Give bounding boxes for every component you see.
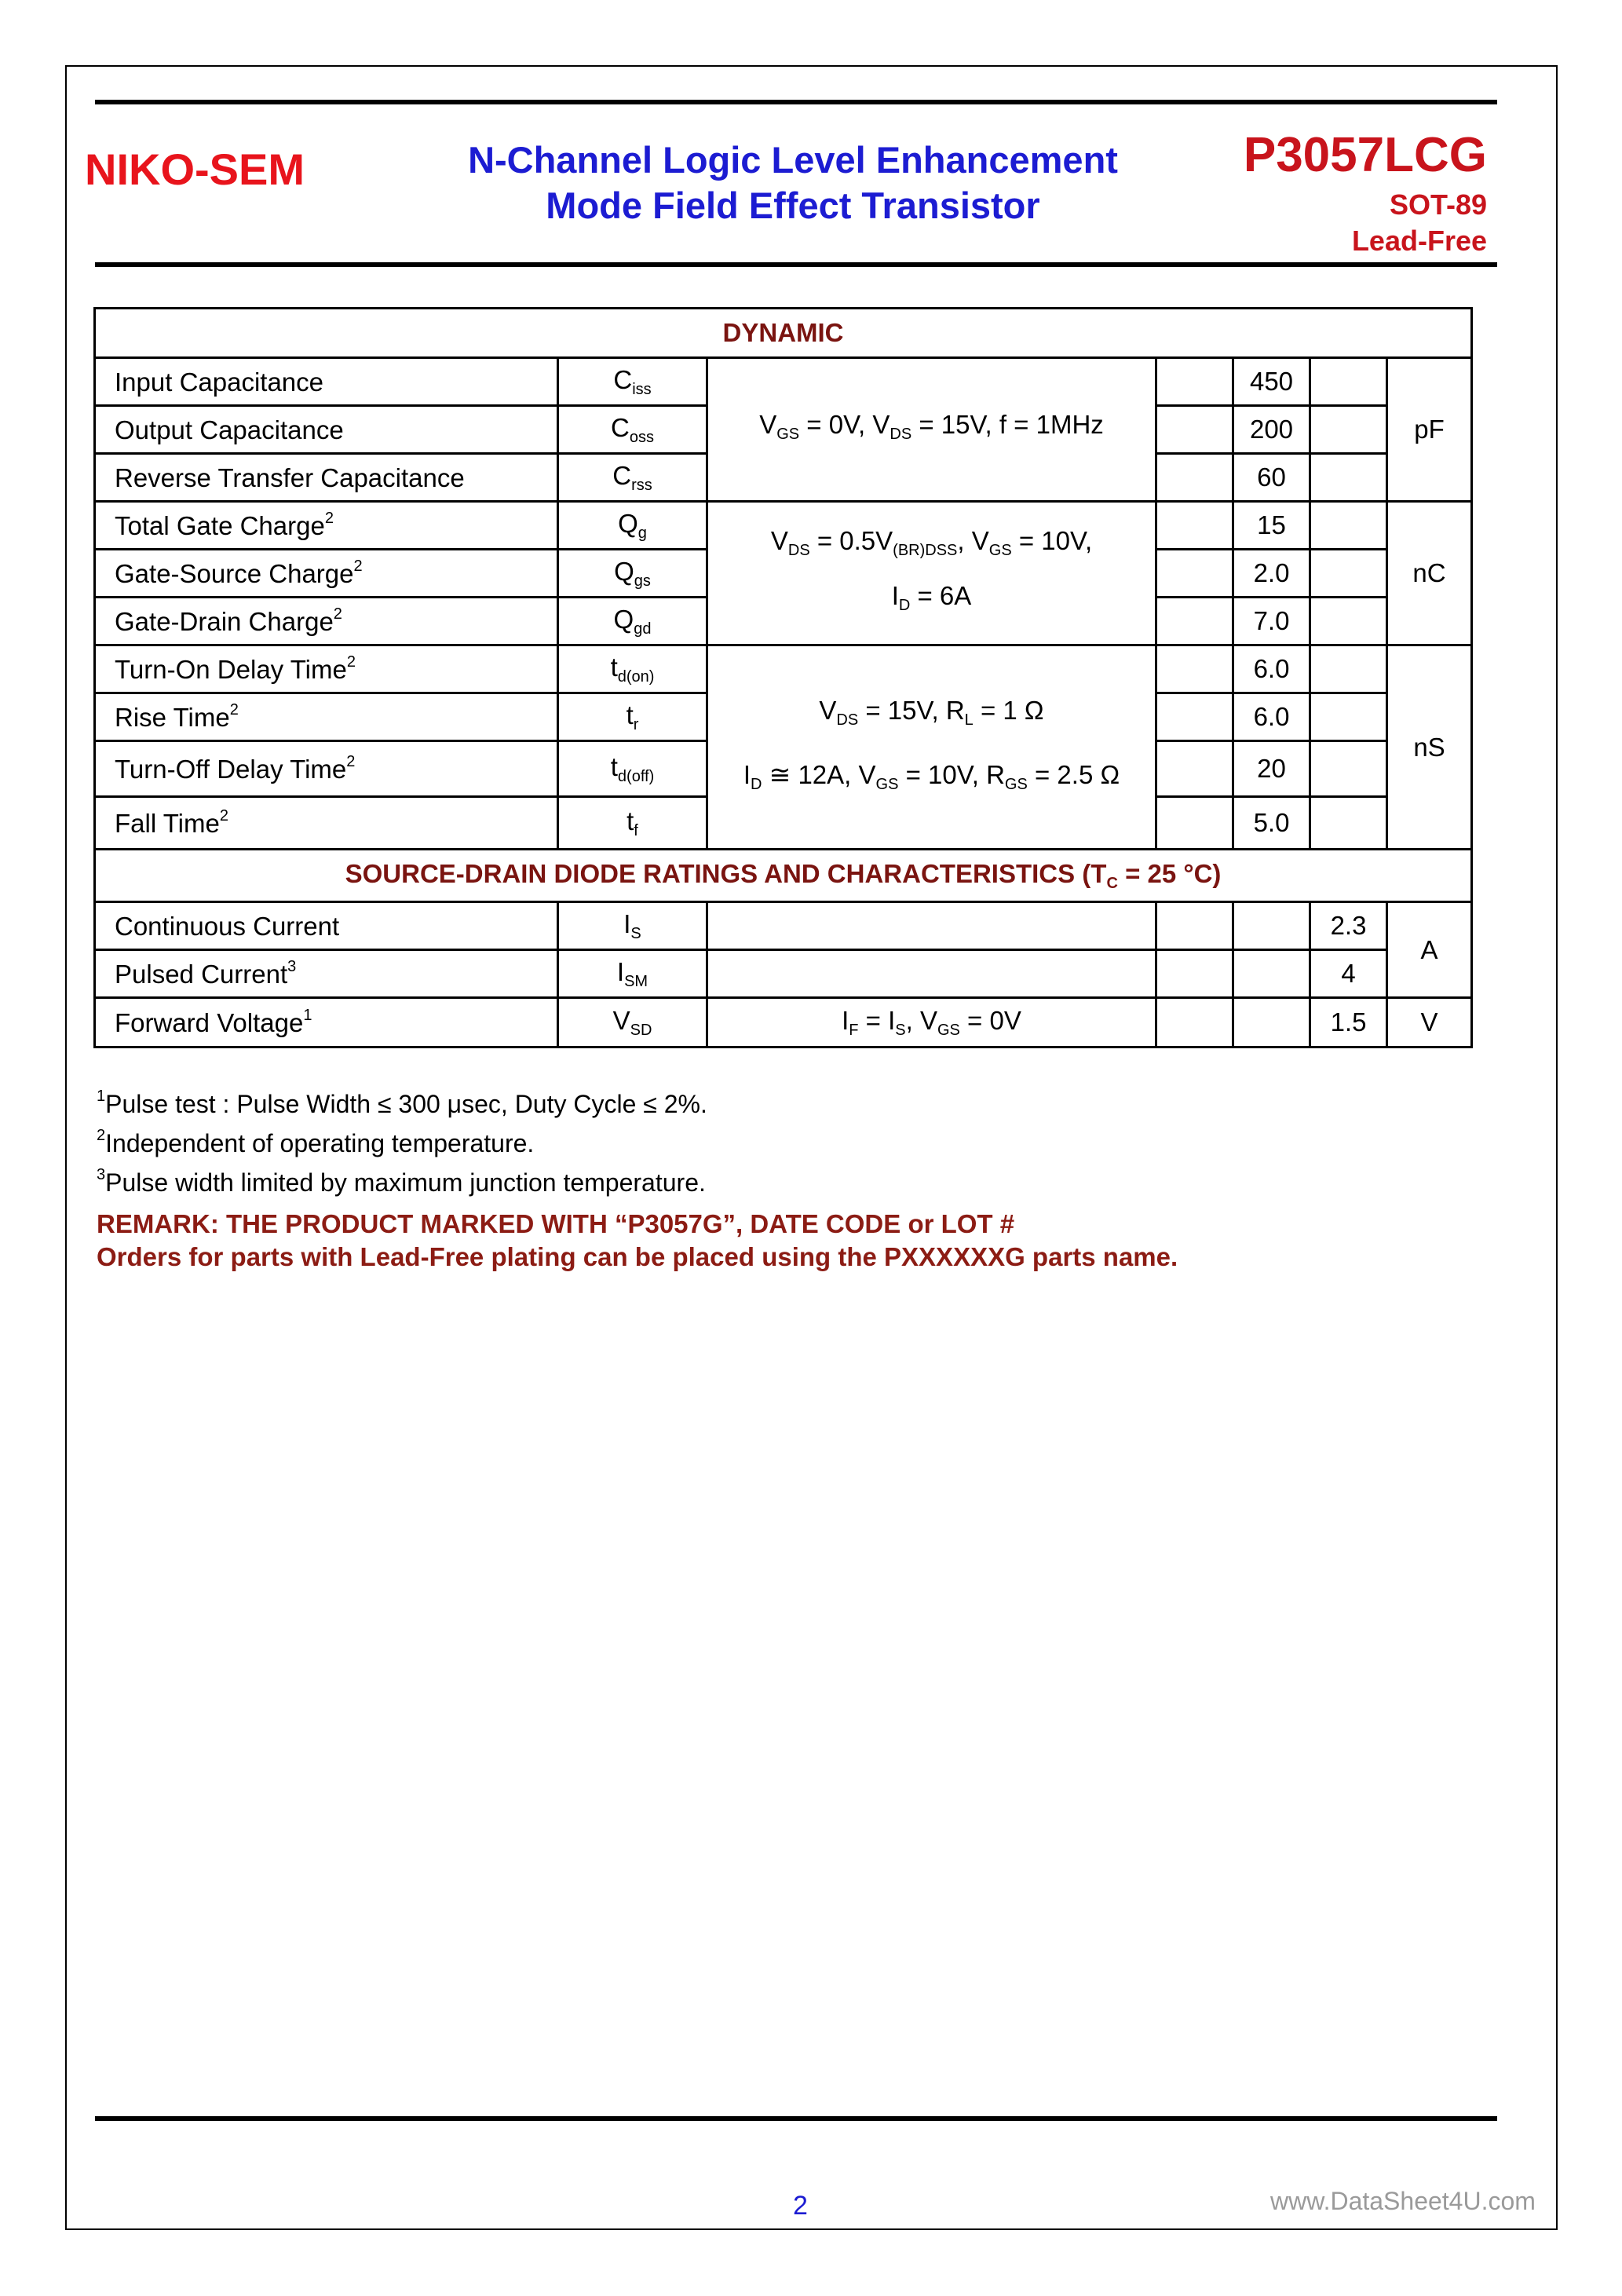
watermark-text: www.DataSheet4U.com xyxy=(1270,2187,1536,2215)
dynamic-header: DYNAMIC xyxy=(95,309,1472,358)
table-row xyxy=(95,645,1472,693)
unit-time: nS xyxy=(1387,645,1472,850)
dynamic-header-row xyxy=(95,309,1472,358)
max-cell xyxy=(1310,797,1387,850)
max-cell xyxy=(1310,358,1387,406)
min-cell xyxy=(1156,998,1233,1047)
param-cell: Turn-Off Delay Time$^2$ xyxy=(95,741,558,797)
min-cell xyxy=(1156,358,1233,406)
typ-cell xyxy=(1233,902,1310,950)
param-cell: Rise Time$^2$ xyxy=(95,693,558,741)
typ-cell xyxy=(1233,998,1310,1047)
table-row xyxy=(95,950,1472,998)
min-cell xyxy=(1156,550,1233,598)
remark-line-1: REMARK: THE PRODUCT MARKED WITH “P3057G”, DATE CODE or LOT # xyxy=(97,1209,1015,1238)
typ-cell xyxy=(1233,950,1310,998)
typ-cell: 20 xyxy=(1233,741,1310,797)
symbol-cell: $I_{SM}$ xyxy=(558,950,707,998)
footnotes xyxy=(97,1080,707,1198)
param-cell: Turn-On Delay Time$^2$ xyxy=(95,645,558,693)
typ-cell: 15 xyxy=(1233,502,1310,550)
max-cell: 4 xyxy=(1310,950,1387,998)
page-number: 2 xyxy=(793,2191,808,2221)
table-row xyxy=(95,358,1472,406)
lead-free-label: Lead-Free xyxy=(1351,225,1487,257)
min-cell xyxy=(1156,454,1233,502)
document-title xyxy=(416,137,1170,229)
param-cell: Reverse Transfer Capacitance xyxy=(95,454,558,502)
brand-name: NIKO-SEM xyxy=(85,144,305,194)
symbol-cell: $t_f$ xyxy=(558,797,707,850)
condition-switching: $V_{DS} = 15V$, $R_L = 1$ Ω $I_D$ ≅ 12A, $V_{GS} = 10V$, $R_{GS} = 2.5$ Ω xyxy=(707,645,1156,850)
param-cell: Fall Time$^2$ xyxy=(95,797,558,850)
footnote-2: $^2$Independent of operating temperature. xyxy=(97,1127,535,1157)
min-cell xyxy=(1156,502,1233,550)
min-cell xyxy=(1156,950,1233,998)
footnote-3: $^3$Pulse width limited by maximum junction temperature. xyxy=(97,1166,706,1197)
param-cell: Gate-Source Charge$^2$ xyxy=(95,550,558,598)
max-cell: 2.3 xyxy=(1310,902,1387,950)
header-bottom-rule xyxy=(95,262,1497,267)
min-cell xyxy=(1156,598,1233,645)
symbol-cell: $C_{iss}$ xyxy=(558,358,707,406)
unit-charge: nC xyxy=(1387,502,1472,645)
condition-gate-charge: $V_{DS} = 0.5V_{(BR)DSS}$, $V_{GS} = 10V$, $I_D = 6A$ xyxy=(707,502,1156,645)
min-cell xyxy=(1156,797,1233,850)
spec-table xyxy=(93,307,1473,1048)
max-cell: 1.5 xyxy=(1310,998,1387,1047)
param-cell: Gate-Drain Charge$^2$ xyxy=(95,598,558,645)
symbol-cell: $Q_{gs}$ xyxy=(558,550,707,598)
unit-voltage: V xyxy=(1387,998,1472,1047)
param-cell: Input Capacitance xyxy=(95,358,558,406)
source-drain-header-row xyxy=(95,850,1472,902)
max-cell xyxy=(1310,645,1387,693)
symbol-cell: $C_{rss}$ xyxy=(558,454,707,502)
table-row xyxy=(95,998,1472,1047)
symbol-cell: $t_{d(off)}$ xyxy=(558,741,707,797)
condition-capacitance: $V_{GS} = 0V$, $V_{DS} = 15V$, f = 1MHz xyxy=(707,358,1156,502)
typ-cell: 6.0 xyxy=(1233,693,1310,741)
max-cell xyxy=(1310,502,1387,550)
param-cell: Continuous Current xyxy=(95,902,558,950)
min-cell xyxy=(1156,406,1233,454)
source-drain-header: SOURCE-DRAIN DIODE RATINGS AND CHARACTERISTICS ($T_C = 25$ °C) xyxy=(95,850,1472,902)
max-cell xyxy=(1310,406,1387,454)
symbol-cell: $V_{SD}$ xyxy=(558,998,707,1047)
part-number: P3057LCG xyxy=(1243,128,1487,182)
min-cell xyxy=(1156,693,1233,741)
typ-cell: 5.0 xyxy=(1233,797,1310,850)
condition-cell xyxy=(707,902,1156,950)
symbol-cell: $I_S$ xyxy=(558,902,707,950)
title-line-1: N-Channel Logic Level Enhancement xyxy=(468,139,1118,181)
condition-cell xyxy=(707,950,1156,998)
min-cell xyxy=(1156,741,1233,797)
min-cell xyxy=(1156,645,1233,693)
max-cell xyxy=(1310,454,1387,502)
max-cell xyxy=(1310,693,1387,741)
param-cell: Total Gate Charge$^2$ xyxy=(95,502,558,550)
symbol-cell: $t_{d(on)}$ xyxy=(558,645,707,693)
unit-current: A xyxy=(1387,902,1472,998)
footer-rule xyxy=(95,2116,1497,2121)
remark-block xyxy=(97,1208,1178,1274)
param-cell: Forward Voltage$^1$ xyxy=(95,998,558,1047)
min-cell xyxy=(1156,902,1233,950)
symbol-cell: $t_r$ xyxy=(558,693,707,741)
typ-cell: 7.0 xyxy=(1233,598,1310,645)
param-cell: Pulsed Current$^3$ xyxy=(95,950,558,998)
table-row xyxy=(95,902,1472,950)
package-type: SOT-89 xyxy=(1389,188,1487,221)
condition-forward-voltage: $I_F = I_S$, $V_{GS} = 0V$ xyxy=(707,998,1156,1047)
max-cell xyxy=(1310,550,1387,598)
remark-line-2: Orders for parts with Lead-Free plating can be placed using the PXXXXXXG parts name. xyxy=(97,1242,1178,1271)
symbol-cell: $Q_{gd}$ xyxy=(558,598,707,645)
param-cell: Output Capacitance xyxy=(95,406,558,454)
typ-cell: 6.0 xyxy=(1233,645,1310,693)
part-info xyxy=(1244,126,1487,258)
symbol-cell: $C_{oss}$ xyxy=(558,406,707,454)
typ-cell: 450 xyxy=(1233,358,1310,406)
typ-cell: 200 xyxy=(1233,406,1310,454)
header-top-rule xyxy=(95,100,1497,104)
max-cell xyxy=(1310,598,1387,645)
table-row xyxy=(95,502,1472,550)
title-line-2: Mode Field Effect Transistor xyxy=(546,185,1040,226)
typ-cell: 60 xyxy=(1233,454,1310,502)
unit-capacitance: pF xyxy=(1387,358,1472,502)
symbol-cell: $Q_g$ xyxy=(558,502,707,550)
typ-cell: 2.0 xyxy=(1233,550,1310,598)
max-cell xyxy=(1310,741,1387,797)
footnote-1: $^1$Pulse test : Pulse Width ≤ 300 μsec, Duty Cycle ≤ 2%. xyxy=(97,1088,707,1118)
